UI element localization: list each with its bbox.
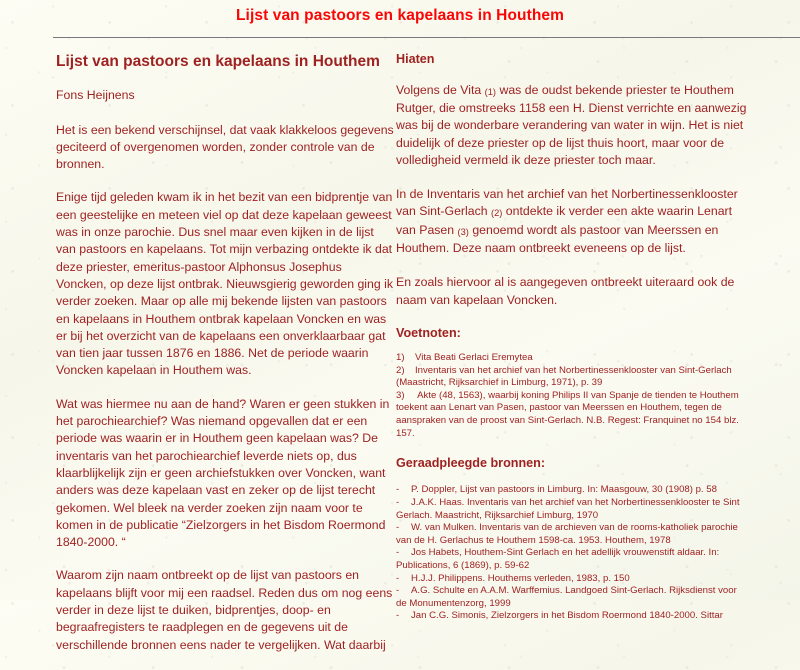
hiaten-par2-text-a: In de Inventaris van het archief van het Norbertinessenklooster van Sint-Gerlach: [396, 187, 738, 219]
footnote-text: Vita Beati Gerlaci Eremytea: [415, 352, 533, 364]
hiaten-par2-text-b: ontdekte ik verder een akte waarin Lenart van Pasen: [396, 204, 733, 237]
source-marker: -: [396, 522, 400, 534]
source-text: Jos Habets, Houthem-Sint Gerlach en het adellijk vrouwenstift aldaar. In: Publications, 6 (1869), p. 59-62: [396, 547, 720, 571]
source-item: [396, 522, 748, 547]
left-column: [0, 52, 395, 670]
footnote-text: Akte (48, 1563), waarbij koning Philips II van Spanje de tienden te Houthem toekent aan Lenart van Pasen, pastoor van Meerssen en Houthem, tegen de aanspraken van de proost van Sint-Gerlach. N.B. Regest: Franquinet no 154 blz. 157.: [396, 389, 739, 439]
bronnen-heading: Geraadpleegde bronnen:: [396, 456, 546, 471]
footnote-text: Inventaris van het archief van het Norbertinessenklooster van Sint-Gerlach (Maastricht, Rijksarchief in Limburg, 1971), p. 39: [396, 364, 732, 389]
two-column-layout: [0, 38, 800, 670]
source-marker: -: [396, 496, 400, 508]
hiaten-par1-text-b: was de oudst bekende priester te Houthem Rutger, die omstreeks 1158 een H. Dienst verrichte en aanwezig was bij de wonderbare verandering van water in wijn. Het is niet duidelijk of deze priester op de lijst thuis hoort, maar voor de volledigheid vermeld ik deze priester toch maar.: [396, 82, 747, 167]
source-text: A.G. Schulte en A.A.M. Warffemius. Landgoed Sint-Gerlach. Rijksdienst voor de Monumentenzorg, 1999: [396, 585, 737, 609]
left-paragraph-4: Waarom zijn naam ontbreekt op de lijst van pastoors en kapelaans blijft voor mij een raadsel. Reden dus om nog eens verder in deze lijst te duiken, bidprentjes, doop- en begraafregisters te raadplegen en de gegevens uit de verschillende bronnen eens nader te vergelijken. Wat daarbij: [56, 568, 393, 652]
left-paragraph-2: Enige tijd geleden kwam ik in het bezit van een bidprentje van een geestelijke en meteen viel op dat deze kapelaan geweest was in onze parochie. Dus snel maar even kijken in de lijst van pastoors en kapelaans. Tot mijn verbazing ontdekte ik dat deze priester, emeritus-pastoor Alphonsus Josephus Voncken, op deze lijst ontbrak. Nieuwsgierig geworden ging ik verder zoeken. Maar op alle mij bekende lijsten van pastoors en kapelaans in Houthem ontbrak kapelaan Voncken en was er bij het overzicht van de kapelaans een onverklaarbaar gat van tien jaar tussen 1876 en 1886. Net de periode waarin Voncken kapelaan in Houthem was.: [56, 190, 393, 378]
source-item: [396, 547, 748, 572]
source-text: W. van Mulken. Inventaris van de archieven van de rooms-katholiek parochie van de H. Gerlachus te Houthem 1598-ca. 1953. Houthem, 1978: [396, 522, 738, 546]
hiaten-heading: Hiaten: [396, 51, 435, 66]
source-item: [396, 610, 748, 623]
source-item: [396, 585, 748, 610]
source-marker: -: [396, 547, 400, 559]
left-paragraph-3: Wat was hiermee nu aan de hand? Waren er geen stukken in het parochiearchief? Was niemand opgevallen dat er een periode was waarin er in Houthem geen kapelaan was? De inventaris van het parochiearchief leverde niets op, dus klaarblijkelijk zijn er geen archiefstukken over Voncken, want anders was deze kapelaan vast en zeker op de lijst terecht gekomen. Wel bleek na verder zoeken zijn naam voor te komen in de publicatie “Zielzorgers in het Bisdom Roermond 1840-2000. “: [56, 396, 390, 550]
footnote-item: [396, 352, 748, 365]
sources-list: [396, 484, 748, 623]
hiaten-paragraph-3: En zoals hiervoor al is aangegeven ontbreekt uiteraard ook de naam van kapelaan Voncken.: [396, 275, 735, 307]
footnotes-list: [396, 352, 748, 440]
source-text: H.J.J. Philippens. Houthems verleden, 1983, p. 150: [411, 572, 630, 584]
source-text: J.A.K. Haas. Inventaris van het archief van het Norbertinessenklooster te Sint Gerlach. Maastricht, Rijksarchief Limburg, 1970: [396, 496, 740, 521]
source-text: Jan C.G. Simonis, Zielzorgers in het Bisdom Roermond 1840-2000. Sittar: [411, 610, 723, 622]
footnote-ref-1: (1): [484, 86, 497, 97]
source-marker: -: [396, 572, 400, 584]
source-text: P. Doppler, Lijst van pastoors in Limburg. In: Maasgouw, 30 (1908) p. 58: [411, 484, 717, 496]
article-byline: Fons Heijnens: [56, 87, 135, 102]
source-marker: -: [396, 484, 400, 496]
footnote-number: 3): [396, 389, 405, 401]
hiaten-paragraph-2: [396, 186, 748, 257]
source-item: [396, 573, 748, 586]
footnote-number: 1): [396, 352, 405, 364]
source-item: [396, 484, 748, 497]
footnote-ref-3: (3): [457, 226, 469, 237]
footnote-item: [396, 390, 748, 440]
footnote-item: [396, 365, 748, 390]
source-marker: -: [396, 585, 400, 597]
hiaten-par1-text-a: Volgens de Vita: [396, 82, 485, 97]
source-marker: -: [396, 610, 400, 622]
footnote-ref-2: (2): [491, 208, 503, 219]
article-title: Lijst van pastoors en kapelaans in Houthem: [56, 52, 380, 70]
source-item: [396, 497, 748, 522]
right-column: [395, 52, 800, 639]
hiaten-paragraph-1: [396, 82, 748, 169]
voetnoten-heading: Voetnoten:: [396, 325, 461, 340]
left-paragraph-1: Het is een bekend verschijnsel, dat vaak klakkeloos gegevens geciteerd of overgenomen worden, zonder controle van de bronnen.: [56, 122, 394, 172]
footnote-number: 2): [396, 364, 405, 376]
hiaten-par2-text-c: genoemd wordt als pastoor van Meerssen en Houthem. Deze naam ontbreekt eveneens op de lijst.: [396, 222, 719, 256]
page-banner-title: Lijst van pastoors en kapelaans in Houthem: [235, 7, 565, 24]
